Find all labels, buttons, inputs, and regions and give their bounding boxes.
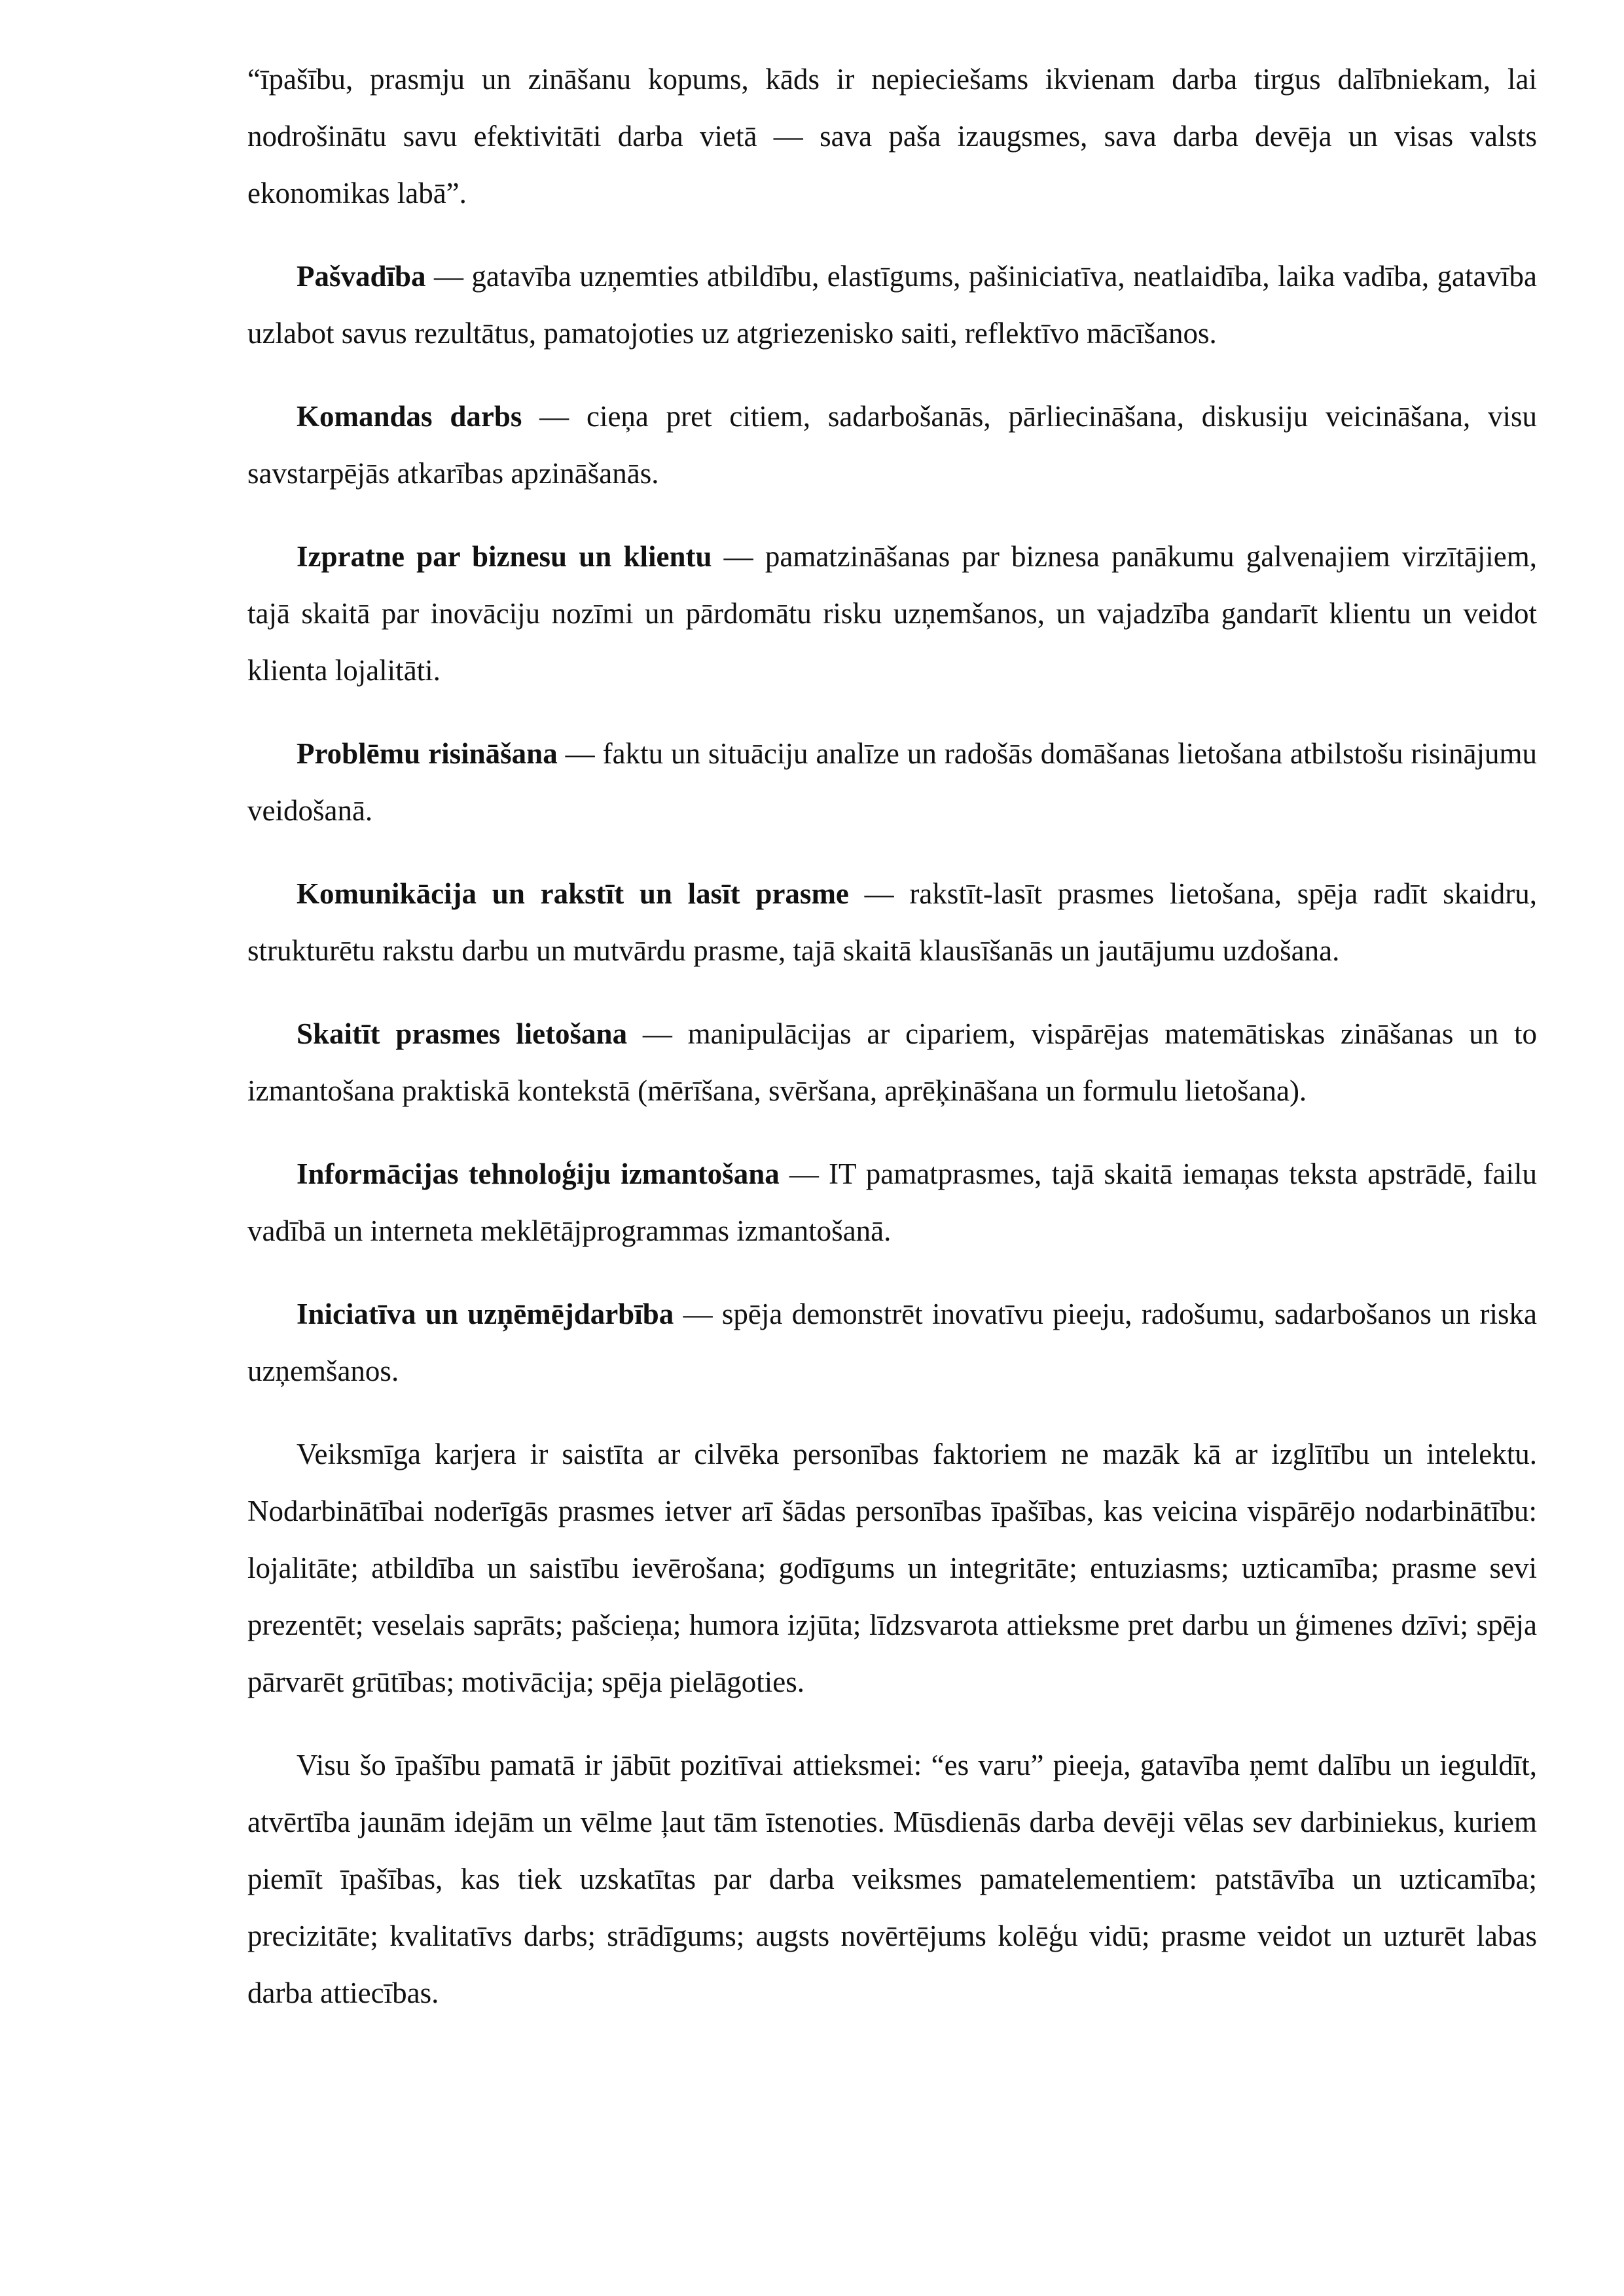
definition-paragraph-communication-literacy	[247, 866, 1537, 979]
definition-text: — IT pamatprasmes, tajā skaitā iemaņas teksta apstrādē, failu vadībā un interneta meklētājprogrammas izmantošanā.	[247, 1157, 1537, 1247]
definition-term: Informācijas tehnoloģiju izmantošana	[297, 1157, 780, 1190]
definition-text: — spēja demonstrēt inovatīvu pieeju, radošumu, sadarbošanos un riska uzņemšanos.	[247, 1298, 1537, 1387]
definition-term: Skaitīt prasmes lietošana	[297, 1017, 628, 1050]
definition-text: — rakstīt-lasīt prasmes lietošana, spēja radīt skaidru, strukturētu rakstu darbu un mutvārdu prasme, tajā skaitā klausīšanās un jautājumu uzdošana.	[247, 877, 1537, 967]
definition-text: — gatavība uzņemties atbildību, elastīgums, pašiniciatīva, neatlaidība, laika vadība, gatavība uzlabot savus rezultātus, pamatojoties uz atgriezenisko saiti, reflektīvo mācīšanos.	[247, 260, 1537, 350]
definition-term: Pašvadība	[297, 260, 426, 293]
definition-paragraph-teamwork	[247, 388, 1537, 502]
definition-term: Komandas darbs	[297, 400, 522, 433]
definition-term: Iniciatīva un uzņēmējdarbība	[297, 1298, 674, 1330]
definition-text: — cieņa pret citiem, sadarbošanās, pārliecināšana, diskusiju veicināšana, visu savstarpējās atkarības apzināšanās.	[247, 400, 1538, 490]
body-paragraph-positive-attitude: Visu šo īpašību pamatā ir jābūt pozitīvai attieksmei: “es varu” pieeja, gatavība ņemt dalību un ieguldīt, atvērtība jaunām idejām un vēlme ļaut tām īstenoties. Mūsdienās darba devēji vēlas sev darbiniekus, kuriem piemīt īpašības, kas tiek uzskatītas par darba veiksmes pamatelementiem: patstāvība un uzticamība; precizitāte; kvalitatīvs darbs; strādīgums; augsts novērtējums kolēģu vidū; prasme veidot un uzturēt labas darba attiecības.	[247, 1749, 1537, 2009]
definition-paragraph-self-management	[247, 248, 1537, 362]
definition-text: — manipulācijas ar cipariem, vispārējas matemātiskas zināšanas un to izmantošana praktiskā kontekstā (mērīšana, svēršana, aprēķināšana un formulu lietošana).	[247, 1017, 1537, 1107]
definition-paragraph-problem-solving	[247, 725, 1537, 839]
intro-quote-paragraph: “īpašību, prasmju un zināšanu kopums, kāds ir nepieciešams ikvienam darba tirgus dalībniekam, lai nodrošinātu savu efektivitāti darba vietā — sava paša izaugsmes, sava darba devēja un visas valsts ekonomikas labā”.	[247, 63, 1537, 210]
definition-term: Izpratne par biznesu un klientu	[297, 540, 712, 573]
definition-paragraph-entrepreneurship	[247, 1286, 1537, 1400]
definition-text: — pamatzināšanas par biznesa panākumu galvenajiem virzītājiem, tajā skaitā par inovāciju nozīmi un pārdomātu risku uzņemšanos, un vajadzība gandarīt klientu un veidot klienta lojalitāti.	[247, 540, 1537, 687]
definition-paragraph-business-awareness	[247, 528, 1537, 699]
definition-text: — faktu un situāciju analīze un radošās domāšanas lietošana atbilstošu risinājumu veidošanā.	[247, 737, 1537, 827]
definition-paragraph-it-usage	[247, 1146, 1537, 1260]
definition-paragraph-numeracy	[247, 1006, 1537, 1120]
body-paragraph-career-factors: Veiksmīga karjera ir saistīta ar cilvēka personības faktoriem ne mazāk kā ar izglītību un intelektu. Nodarbinātībai noderīgās prasmes ietver arī šādas personības īpašības, kas veicina vispārējo nodarbinātību: lojalitāte; atbildība un saistību ievērošana; godīgums un integritāte; entuziasms; uzticamība; prasme sevi prezentēt; veselais saprāts; pašcieņa; humora izjūta; līdzsvarota attieksme pret darbu un ģimenes dzīvi; spēja pārvarēt grūtības; motivācija; spēja pielāgoties.	[247, 1438, 1537, 1698]
definition-term: Problēmu risināšana	[297, 737, 558, 770]
definition-term: Komunikācija un rakstīt un lasīt prasme	[297, 877, 849, 910]
document-page	[247, 51, 1537, 2048]
